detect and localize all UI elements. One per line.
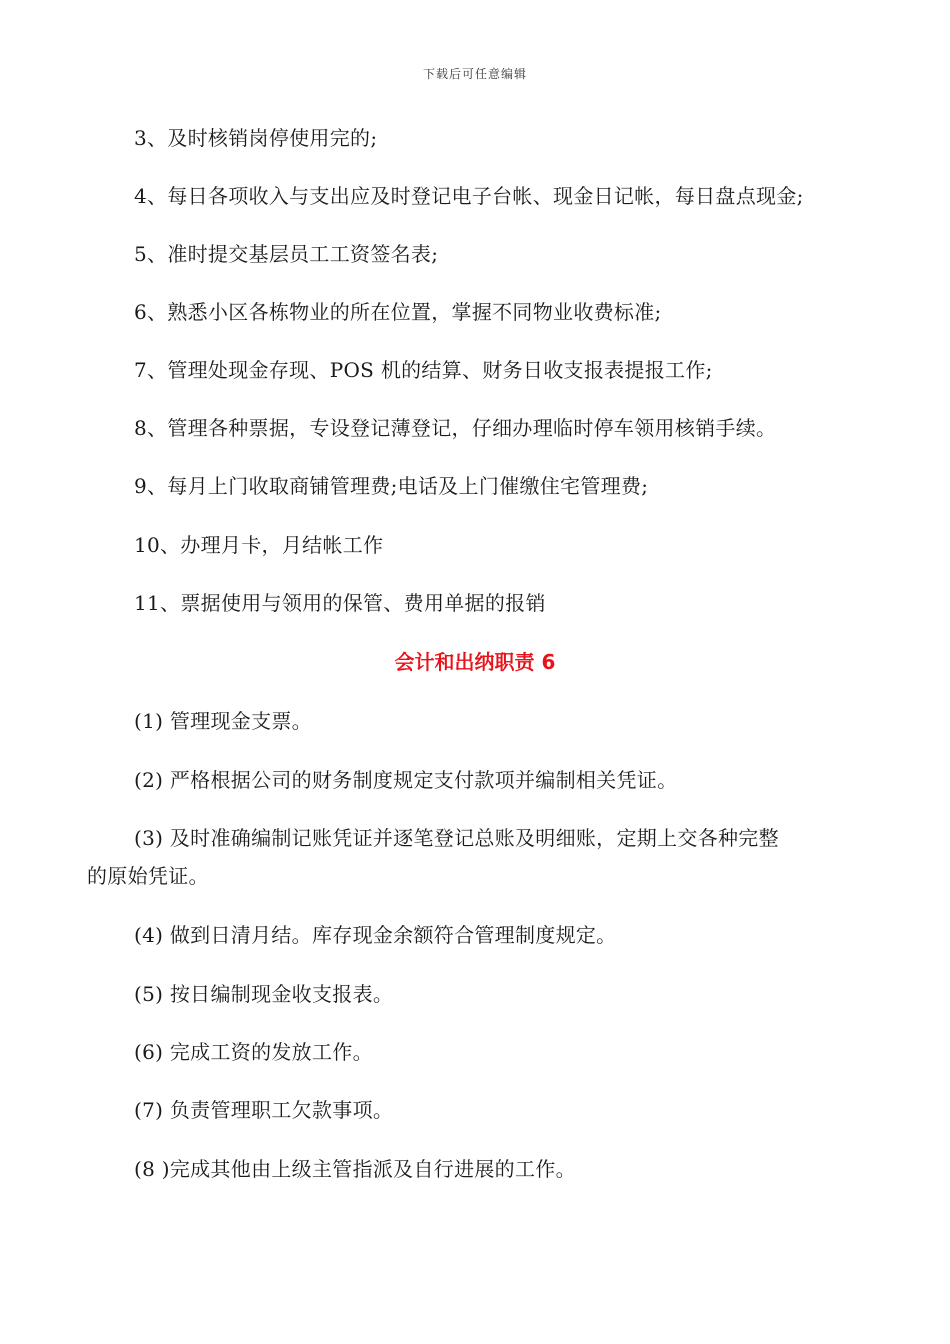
duty-item-11: 11、票据使用与领用的保管、费用单据的报销: [134, 591, 546, 615]
accounting-item-6: (6) 完成工资的发放工作。: [134, 1040, 373, 1064]
accounting-item-3-line2: 的原始凭证。: [87, 864, 209, 888]
accounting-item-2: (2) 严格根据公司的财务制度规定支付款项并编制相关凭证。: [134, 768, 678, 792]
accounting-item-1: (1) 管理现金支票。: [134, 709, 312, 733]
duty-item-9: 9、每月上门收取商铺管理费;电话及上门催缴住宅管理费;: [134, 474, 649, 498]
duty-item-10: 10、办理月卡，月结帐工作: [134, 533, 384, 557]
accounting-item-7: (7) 负责管理职工欠款事项。: [134, 1098, 394, 1122]
page-header: 下载后可任意编辑: [422, 67, 527, 81]
duty-item-7: 7、管理处现金存现、POS 机的结算、财务日收支报表提报工作;: [134, 358, 713, 382]
accounting-item-4: (4) 做到日清月结。库存现金余额符合管理制度规定。: [134, 923, 617, 947]
duty-item-8: 8、管理各种票据，专设登记薄登记，仔细办理临时停车领用核销手续。: [134, 416, 777, 440]
accounting-item-8: (8 )完成其他由上级主管指派及自行进展的工作。: [134, 1157, 576, 1181]
duty-item-6: 6、熟悉小区各栋物业的所在位置，掌握不同物业收费标准;: [134, 300, 662, 324]
accounting-item-5: (5) 按日编制现金收支报表。: [134, 982, 394, 1006]
section-title: 会计和出纳职责 6: [394, 650, 556, 674]
duty-item-5: 5、准时提交基层员工工资签名表;: [134, 242, 439, 266]
duty-item-4: 4、每日各项收入与支出应及时登记电子台帐、现金日记帐，每日盘点现金;: [134, 184, 804, 208]
duty-item-3: 3、及时核销岗停使用完的;: [134, 126, 378, 150]
accounting-item-3-line1: (3) 及时准确编制记账凭证并逐笔登记总账及明细账，定期上交各种完整: [134, 826, 779, 850]
